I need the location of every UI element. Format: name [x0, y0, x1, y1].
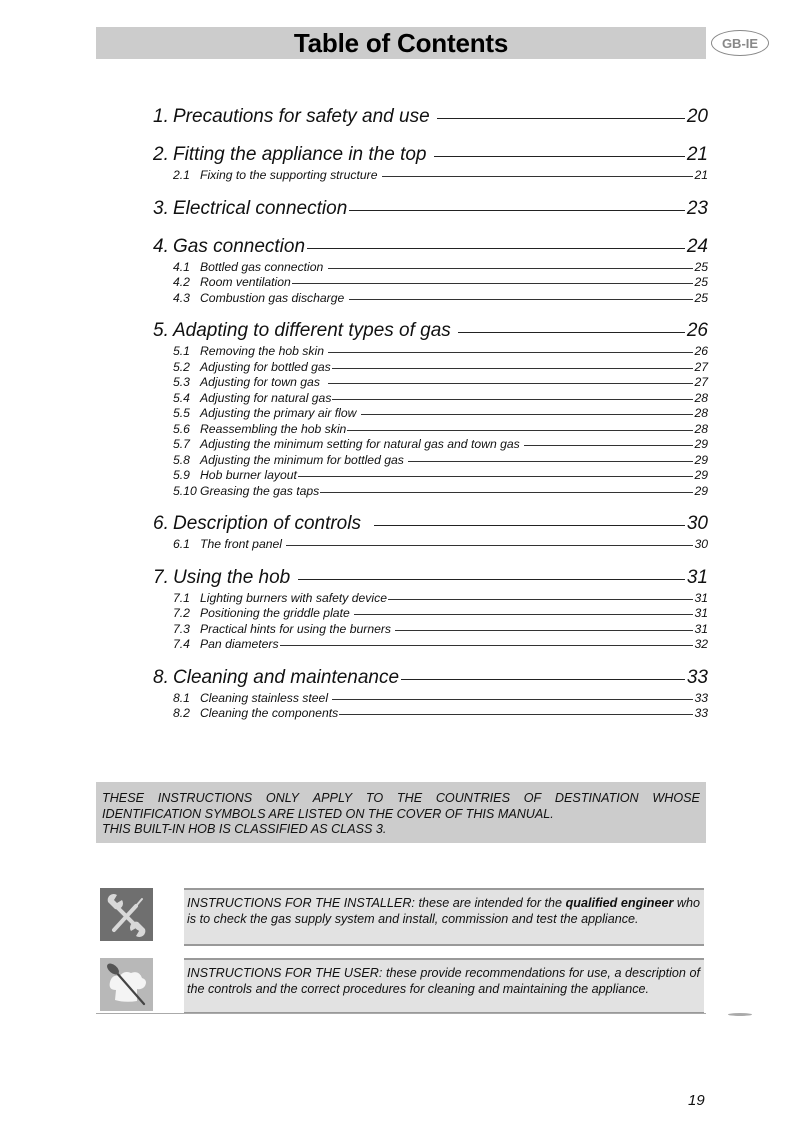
section-number: 5.9: [173, 468, 190, 482]
title-bar: [96, 27, 706, 59]
chapter-title: Fitting the appliance in the top: [173, 144, 432, 165]
section-page: 21: [694, 168, 708, 182]
section-title: The front panel: [200, 537, 286, 551]
dot-leader: [354, 614, 693, 615]
toc-chapter[interactable]: [153, 665, 708, 691]
dot-leader: [339, 714, 693, 715]
section-number: 8.2: [173, 706, 190, 720]
dot-leader: [298, 476, 694, 477]
section-page: 33: [694, 706, 708, 720]
spacer: [153, 499, 708, 511]
chapter-title: Adapting to different types of gas: [173, 320, 457, 341]
chapter-page: 26: [686, 320, 708, 341]
section-page: 25: [694, 259, 708, 274]
chapter-title: Electrical connection: [173, 197, 348, 219]
section-page: 29: [694, 483, 708, 498]
toc-sections: [173, 344, 708, 499]
section-title: Adjusting for bottled gas: [200, 359, 331, 374]
chapter-number: 3.: [153, 197, 169, 219]
section-title: Fixing to the supporting structure: [200, 168, 381, 182]
chapter-number: 2.: [153, 144, 169, 165]
section-page: 31: [694, 621, 708, 636]
dot-leader: [332, 699, 693, 700]
chapter-page: 33: [686, 666, 708, 688]
section-title: Adjusting the primary air flow: [200, 406, 360, 420]
section-page: 32: [694, 637, 708, 651]
notice-word: WHOSE: [652, 791, 700, 805]
dot-leader: [401, 679, 685, 680]
toc-sections: [173, 691, 708, 722]
section-number: 5.7: [173, 437, 190, 451]
dot-leader: [408, 461, 693, 462]
dot-leader: [524, 445, 693, 446]
toc-section[interactable]: [173, 406, 708, 422]
section-title: Lighting burners with safety device: [200, 590, 387, 605]
chapter-number: 5.: [153, 320, 169, 341]
page-number: 19: [688, 1092, 705, 1109]
dot-leader: [349, 299, 694, 300]
spacer: [153, 653, 708, 665]
dot-leader: [349, 210, 685, 211]
page-title: Table of Contents: [293, 27, 509, 58]
spacer: [153, 222, 708, 234]
toc-sections: [173, 537, 708, 553]
section-number: 5.3: [173, 375, 190, 389]
section-title: Pan diameters: [200, 637, 279, 651]
section-number: 8.1: [173, 690, 190, 705]
section-number: 6.1: [173, 537, 190, 551]
notice-line-1: [102, 791, 700, 807]
section-title: Adjusting for natural gas: [200, 390, 332, 405]
dot-leader: [374, 525, 685, 526]
dot-leader: [458, 332, 685, 333]
section-page: 30: [694, 537, 708, 551]
toc-section[interactable]: [173, 291, 708, 307]
country-badge: GB-IE: [711, 30, 769, 56]
section-page: 26: [694, 344, 708, 358]
dot-leader: [328, 383, 694, 384]
section-number: 7.1: [173, 590, 190, 605]
notice-word: THESE: [102, 791, 144, 805]
section-number: 5.4: [173, 390, 190, 405]
notice-word: INSTRUCTIONS: [157, 791, 253, 805]
dot-leader: [328, 268, 694, 269]
section-number: 5.1: [173, 344, 190, 358]
notice-word: COUNTRIES: [435, 791, 510, 805]
dot-leader: [298, 579, 685, 580]
section-page: 31: [694, 590, 708, 605]
margin-mark: [728, 1013, 752, 1016]
notice-line-2: IDENTIFICATION SYMBOLS ARE LISTED ON THE COVER OF THIS MANUAL.: [102, 806, 554, 821]
section-number: 5.6: [173, 421, 190, 436]
spacer: [153, 306, 708, 318]
section-title: Adjusting the minimum setting for natural gas and town gas: [200, 437, 524, 451]
toc-section[interactable]: [173, 391, 708, 407]
spacer: [153, 130, 708, 142]
section-number: 2.1: [173, 168, 190, 182]
chapter-number: 8.: [153, 666, 169, 688]
section-number: 4.3: [173, 290, 190, 305]
section-title: Combustion gas discharge: [200, 290, 348, 305]
toc-section[interactable]: [173, 484, 708, 500]
table-of-contents: [153, 104, 708, 722]
chapter-number: 4.: [153, 235, 169, 257]
toc-chapter[interactable]: [153, 104, 708, 130]
section-page: 29: [694, 452, 708, 467]
chapter-page: 24: [686, 235, 708, 257]
chapter-number: 1.: [153, 106, 169, 127]
section-number: 5.10: [173, 483, 197, 498]
dot-leader: [361, 414, 694, 415]
toc-section[interactable]: [173, 422, 708, 438]
toc-chapter[interactable]: [153, 196, 708, 222]
dot-leader: [307, 248, 685, 249]
toc-section[interactable]: [173, 260, 708, 276]
user-instructions-text: INSTRUCTIONS FOR THE USER: these provide recommendations for use, a description of the controls and the correct procedures for cleaning and maintaining the appliance.: [184, 958, 704, 1014]
section-page: 31: [694, 606, 708, 620]
section-title: Room ventilation: [200, 275, 291, 289]
chapter-title: Cleaning and maintenance: [173, 666, 400, 688]
section-title: Bottled gas connection: [200, 259, 327, 274]
section-page: 28: [694, 406, 708, 420]
section-number: 4.1: [173, 259, 190, 274]
toc-section[interactable]: [173, 168, 708, 184]
dot-leader: [286, 545, 693, 546]
installer-instructions-text: INSTRUCTIONS FOR THE INSTALLER: these are intended for the qualified engineer who is to check the gas supply system and install, commission and test the appliance.: [184, 888, 704, 946]
dot-leader: [332, 368, 694, 369]
section-number: 7.2: [173, 606, 190, 620]
dot-leader: [280, 645, 694, 646]
section-title: Cleaning the components: [200, 706, 339, 720]
section-title: Positioning the griddle plate: [200, 606, 354, 620]
toc-sections: [173, 591, 708, 653]
toc-section[interactable]: [173, 468, 708, 484]
chapter-number: 7.: [153, 566, 169, 588]
section-title: Adjusting the minimum for bottled gas: [200, 452, 408, 467]
toc-section[interactable]: [173, 275, 708, 291]
toc-section[interactable]: [173, 591, 708, 607]
toc-sections: [173, 168, 708, 184]
toc-section[interactable]: [173, 344, 708, 360]
chapter-page: 30: [686, 513, 708, 534]
section-page: 28: [694, 390, 708, 405]
section-number: 7.4: [173, 637, 190, 651]
toc-chapter[interactable]: [153, 142, 708, 168]
chapter-number: 6.: [153, 513, 169, 534]
chapter-page: 31: [686, 566, 708, 588]
toc-section[interactable]: [173, 360, 708, 376]
section-title: Adjusting for town gas: [200, 375, 327, 389]
toc-chapter[interactable]: [153, 565, 708, 591]
section-title: Greasing the gas taps: [200, 483, 320, 498]
toc-chapter[interactable]: [153, 318, 708, 344]
toc-sections: [173, 260, 708, 307]
divider: [96, 1013, 706, 1014]
chapter-page: 23: [686, 197, 708, 219]
notice-word: DESTINATION: [554, 791, 639, 805]
spacer: [153, 553, 708, 565]
chapter-title: Gas connection: [173, 235, 306, 257]
notice-word: APPLY: [312, 791, 353, 805]
toc-section[interactable]: [173, 691, 708, 707]
notice-word: TO: [365, 791, 384, 805]
chapter-title: Precautions for safety and use: [173, 106, 435, 127]
notice-word: ONLY: [265, 791, 300, 805]
section-page: 25: [694, 290, 708, 305]
toc-section[interactable]: [173, 453, 708, 469]
toc-chapter[interactable]: [153, 511, 708, 537]
toc-section[interactable]: [173, 622, 708, 638]
destination-notice: [96, 782, 706, 843]
section-page: 33: [694, 690, 708, 705]
notice-word: THE: [396, 791, 423, 805]
spacer: [153, 184, 708, 196]
dot-leader: [434, 156, 685, 157]
dot-leader: [320, 492, 693, 493]
dot-leader: [395, 630, 693, 631]
section-title: Removing the hob skin: [200, 344, 328, 358]
dot-leader: [388, 599, 693, 600]
section-title: Practical hints for using the burners: [200, 621, 395, 636]
section-page: 28: [694, 421, 708, 436]
section-number: 4.2: [173, 275, 190, 289]
toc-section[interactable]: [173, 706, 708, 722]
toc-section[interactable]: [173, 637, 708, 653]
toc-section[interactable]: [173, 537, 708, 553]
section-page: 25: [694, 275, 708, 289]
section-title: Reassembling the hob skin: [200, 421, 347, 436]
chapter-page: 20: [686, 106, 708, 127]
toc-section[interactable]: [173, 375, 708, 391]
section-page: 27: [694, 375, 708, 389]
section-title: Cleaning stainless steel: [200, 690, 332, 705]
wrench-screwdriver-icon: [100, 888, 153, 941]
toc-section[interactable]: [173, 437, 708, 453]
section-number: 5.8: [173, 452, 190, 467]
section-number: 5.2: [173, 359, 190, 374]
dot-leader: [437, 118, 685, 119]
section-number: 5.5: [173, 406, 190, 420]
section-page: 27: [694, 359, 708, 374]
section-page: 29: [694, 437, 708, 451]
dot-leader: [382, 176, 694, 177]
dot-leader: [328, 352, 693, 353]
notice-word: OF: [523, 791, 542, 805]
section-page: 29: [694, 468, 708, 482]
spoon-chef-hat-icon: [100, 958, 153, 1011]
chapter-page: 21: [686, 144, 708, 165]
dot-leader: [292, 283, 694, 284]
chapter-title: Using the hob: [173, 566, 296, 588]
toc-section[interactable]: [173, 606, 708, 622]
dot-leader: [347, 430, 693, 431]
section-title: Hob burner layout: [200, 468, 297, 482]
notice-line-3: THIS BUILT-IN HOB IS CLASSIFIED AS CLASS 3.: [102, 822, 387, 836]
section-number: 7.3: [173, 621, 190, 636]
chapter-title: Description of controls: [173, 513, 372, 534]
dot-leader: [332, 399, 693, 400]
toc-chapter[interactable]: [153, 234, 708, 260]
